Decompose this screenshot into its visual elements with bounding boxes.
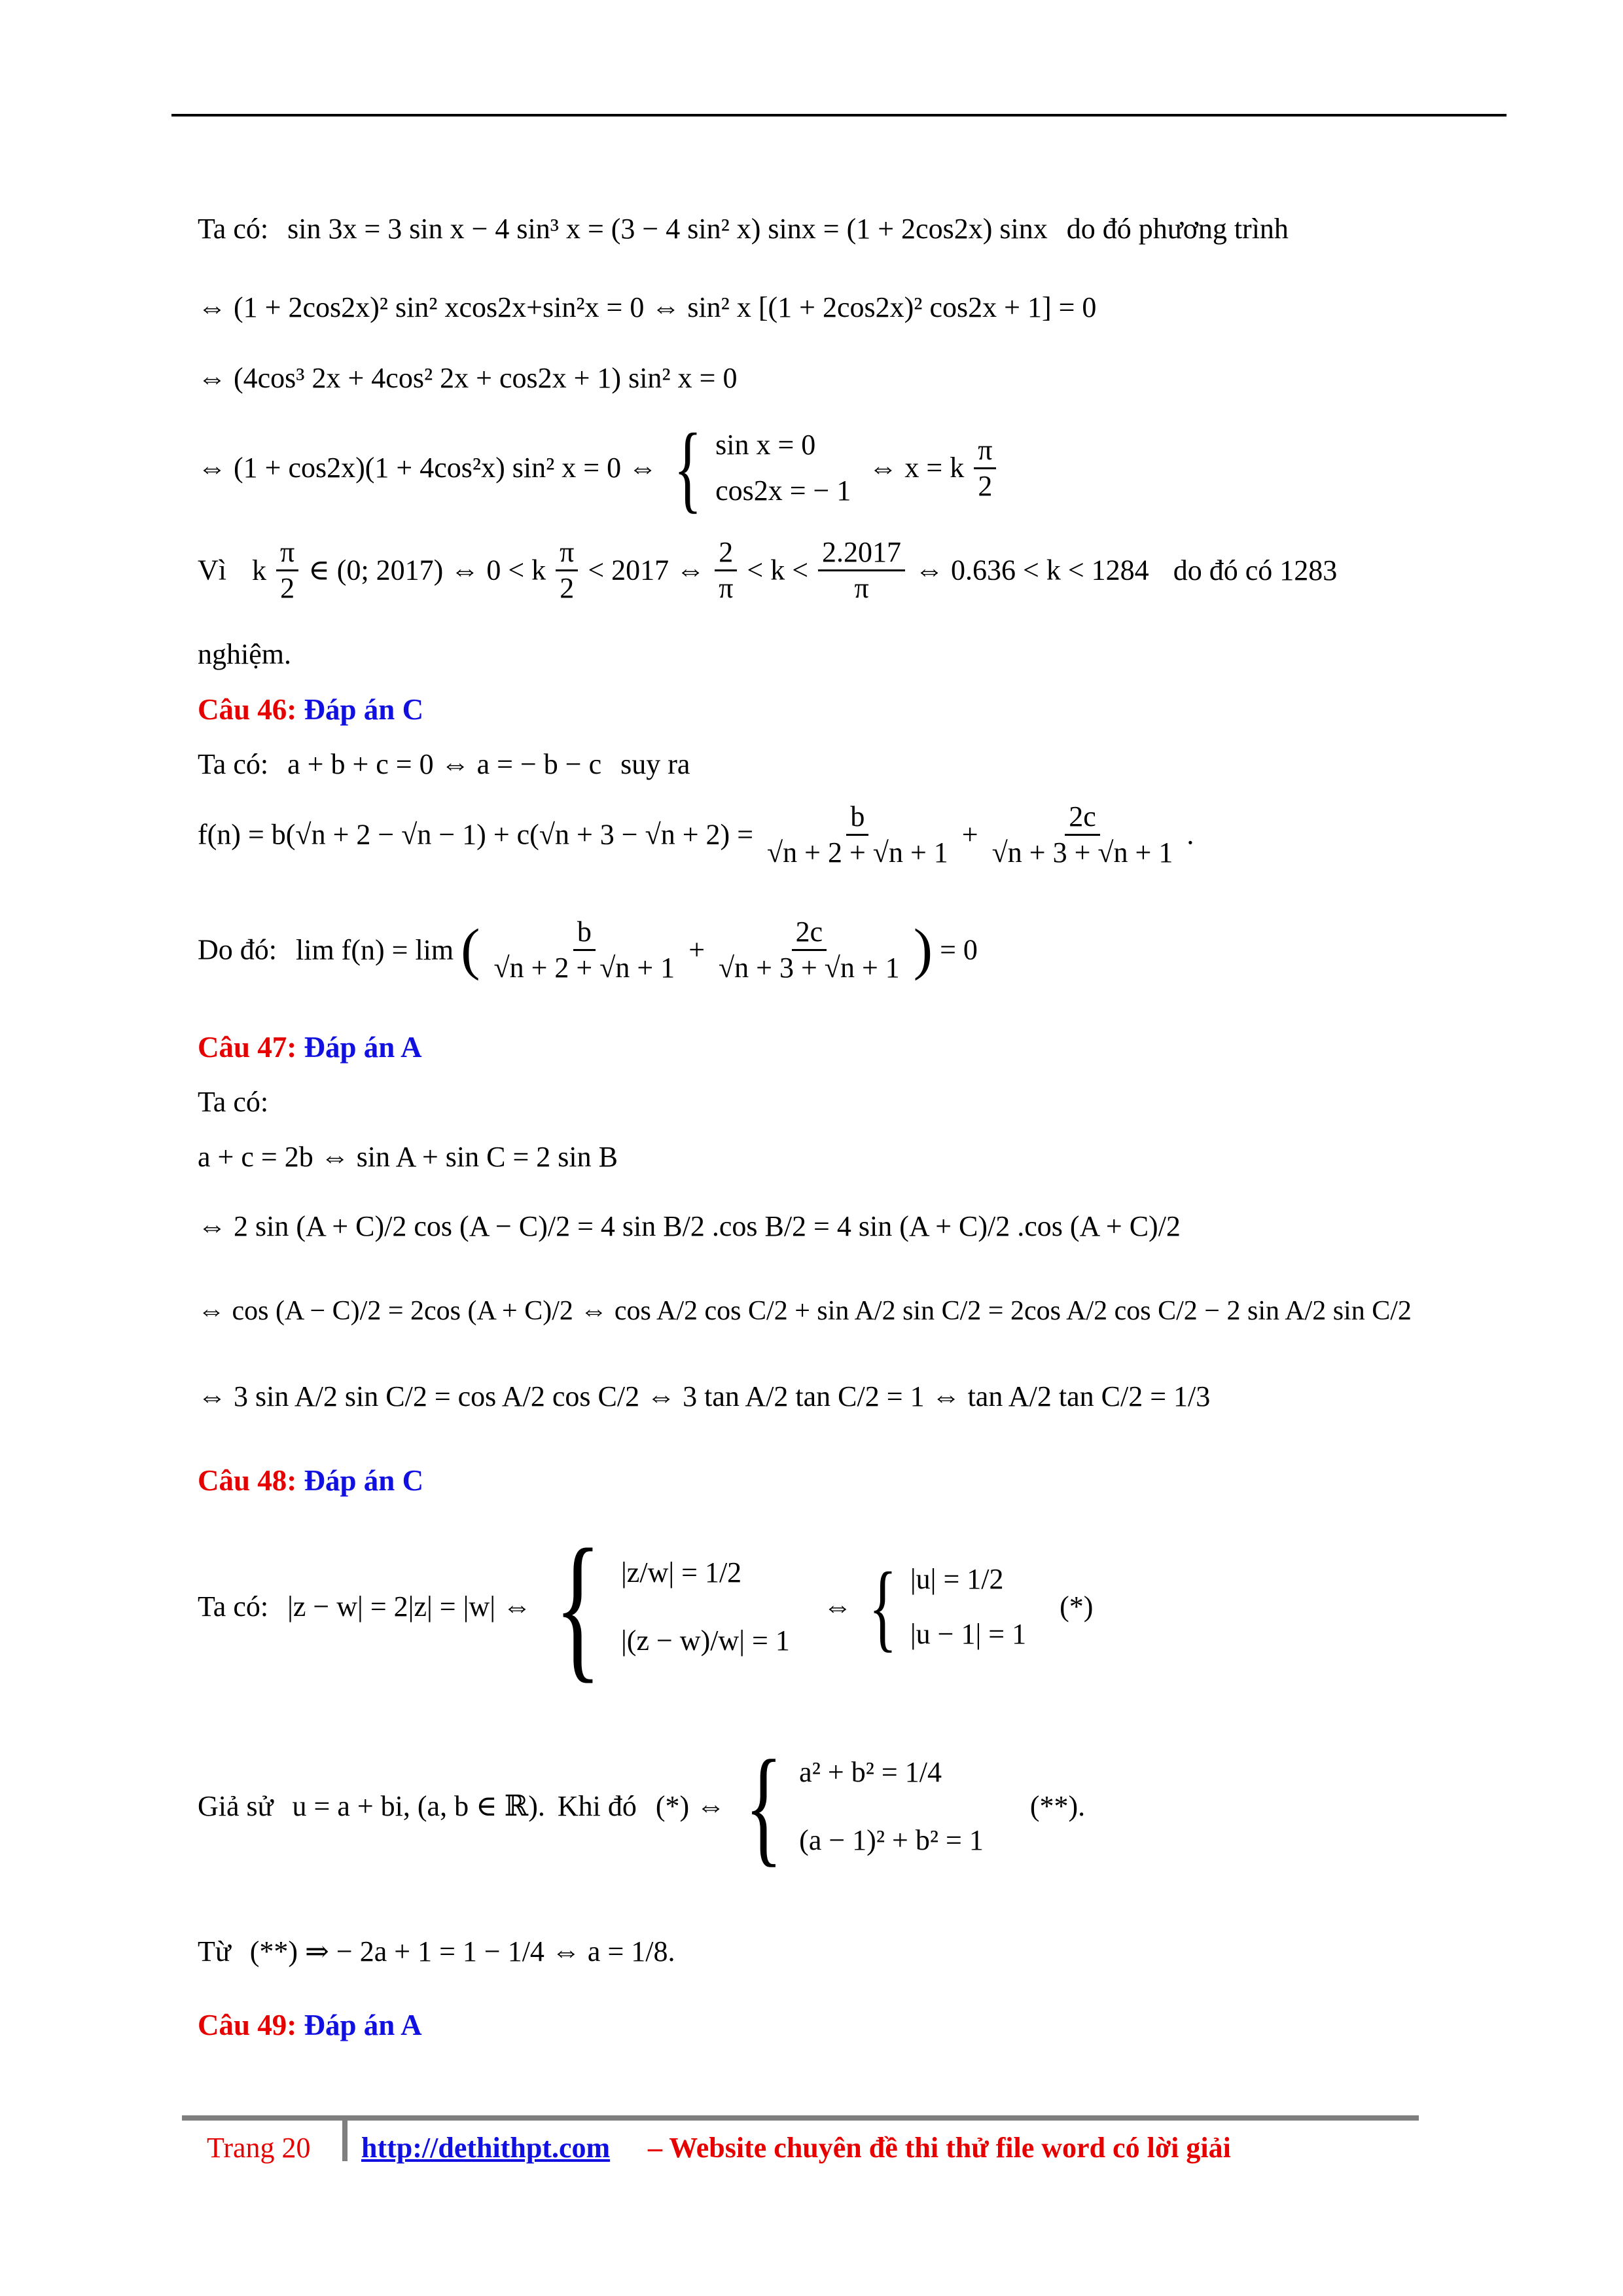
q45-solution-frac: $\frac{\pi}{2}$ <box>974 436 996 501</box>
q48-line-3: Từ (**) ⇒ − 2a + 1 = 1 − 1/4 ⇔ a = 1/8. <box>198 1935 675 1967</box>
q47-line-5: ⇔ 3 sin A/2 sin C/2 = cos A/2 cos C/2 ⇔ 3 tan A/2 tan C/2 = 1 ⇔ tan A/2 tan C/2 = 1/3 <box>198 1380 1211 1412</box>
website-link[interactable]: http://dethithpt.com <box>361 2132 611 2164</box>
header-rule <box>171 114 1507 117</box>
q46-frac-b: $\frac{b}{√n + 2 + √n + 1}$ <box>767 800 948 869</box>
q46-frac-2c: $\frac{2c}{√n + 3 + √n + 1}$ <box>991 800 1173 869</box>
q47-line-2: a + c = 2b ⇔ sin A + sin C = 2 sin B <box>198 1141 618 1173</box>
q45-line-3: ⇔ (4cos³ 2x + 4cos² 2x + cos2x + 1) sin² x = 0 <box>198 362 738 394</box>
footer-tagline: – Website chuyên đề thi thử file word có lời giải <box>648 2132 1231 2164</box>
left-paren: ( <box>461 918 480 982</box>
q46-line-2: f(n) = b(√n + 2 − √n − 1) + c(√n + 3 − √n + 2) = $\frac{b}{√n + 2 + √n + 1}$ + $\frac{2c}{√n + 3 + √n + 1}$ . <box>198 800 1194 869</box>
q45-line-6: nghiệm. <box>198 638 291 670</box>
q48-line-2: Giả sử u = a + bi, (a, b ∈ ℝ). Khi đó (*) ⇔ { a² + b² = 1/4 (a − 1)² + b² = 1 (**). <box>198 1734 1086 1878</box>
left-brace: { <box>673 414 702 522</box>
q47-line-4: ⇔ cos (A − C)/2 = 2cos (A + C)/2 ⇔ cos A/2 cos C/2 + sin A/2 sin C/2 = 2cos A/2 cos C/2 − 2 sin A/2 sin C/2 <box>198 1296 1412 1326</box>
q45-solution: ⇔ x = k <box>868 452 965 484</box>
q45-system <box>664 414 851 522</box>
q49-heading: Câu 49: Đáp án A <box>198 2009 422 2041</box>
q45-line-5: Vì k $\frac{\pi}{2}$ ∈ (0; 2017) ⇔ 0 < k $\frac{\pi}{2}$ < 2017 ⇔ $\frac{2}{\pi}$ < k < $\frac{2.2017}{\pi}$ ⇔ 0.636 < k < 1284 do đó có 1283 <box>198 536 1338 604</box>
q48-system-3: { a² + b² = 1/4 (a − 1)² + b² = 1 <box>745 1734 984 1878</box>
footer-separator <box>342 2121 348 2161</box>
q46-lim-frac-2c: $\frac{2c}{√n + 3 + √n + 1}$ <box>719 916 900 984</box>
frac-4034-pi: $\frac{2.2017}{\pi}$ <box>818 538 905 603</box>
frac-2-pi: $\frac{2}{\pi}$ <box>715 538 737 603</box>
frac-pi-2-b: $\frac{\pi}{2}$ <box>556 538 578 603</box>
right-paren: ) <box>913 918 933 982</box>
frac-pi-2: $\frac{\pi}{2}$ <box>276 538 298 603</box>
q47-line-3: ⇔ 2 sin (A + C)/2 cos (A − C)/2 = 4 sin B/2 .cos B/2 = 4 sin (A + C)/2 .cos (A + C)/2 <box>198 1210 1181 1242</box>
q45-sys-2: cos2x = − 1 <box>715 475 851 507</box>
footer-rule <box>182 2115 1419 2121</box>
q45-label: Ta có: <box>198 213 269 245</box>
q47-line-1: Ta có: <box>198 1086 269 1118</box>
q47-heading: Câu 47: Đáp án A <box>198 1031 422 1064</box>
q46-line-1: Ta có: a + b + c = 0 ⇔ a = − b − c suy ra <box>198 748 690 780</box>
q45-tail: do đó phương trình <box>1066 213 1289 245</box>
q45-sys-1: sin x = 0 <box>715 429 816 461</box>
q48-heading: Câu 48: Đáp án C <box>198 1464 424 1497</box>
q48-system-1: { |z/w| = 1/2 |(z − w)/w| = 1 <box>554 1516 790 1697</box>
q45-identity: sin 3x = 3 sin x − 4 sin³ x = (3 − 4 sin² x) sinx = (1 + 2cos2x) sinx <box>287 213 1048 245</box>
q45-line-1 <box>198 215 1289 243</box>
q46-heading: Câu 46: Đáp án C <box>198 693 424 726</box>
q46-line-3: Do đó: lim f(n) = lim ( $\frac{b}{√n + 2 + √n + 1}$ + $\frac{2c}{√n + 3 + √n + 1}$ ) = 0 <box>198 916 978 984</box>
q48-line-1: Ta có: |z − w| = 2|z| = |w| ⇔ { |z/w| = 1/2 |(z − w)/w| = 1 ⇔ { |u| = 1/2 |u − 1| = 1 (*) <box>198 1516 1094 1697</box>
q45-line-2: ⇔ (1 + 2cos2x)² sin² xcos2x+sin²x = 0 ⇔ sin² x [(1 + 2cos2x)² cos2x + 1] = 0 <box>198 291 1097 323</box>
q45-factored: ⇔ (1 + cos2x)(1 + 4cos²x) sin² x = 0 ⇔ <box>198 452 658 484</box>
q46-lim-frac-b: $\frac{b}{√n + 2 + √n + 1}$ <box>493 916 675 984</box>
q45-line-4 <box>198 414 999 522</box>
page-number: Trang 20 <box>207 2132 311 2164</box>
q48-system-2: { |u| = 1/2 |u − 1| = 1 <box>868 1552 1027 1661</box>
